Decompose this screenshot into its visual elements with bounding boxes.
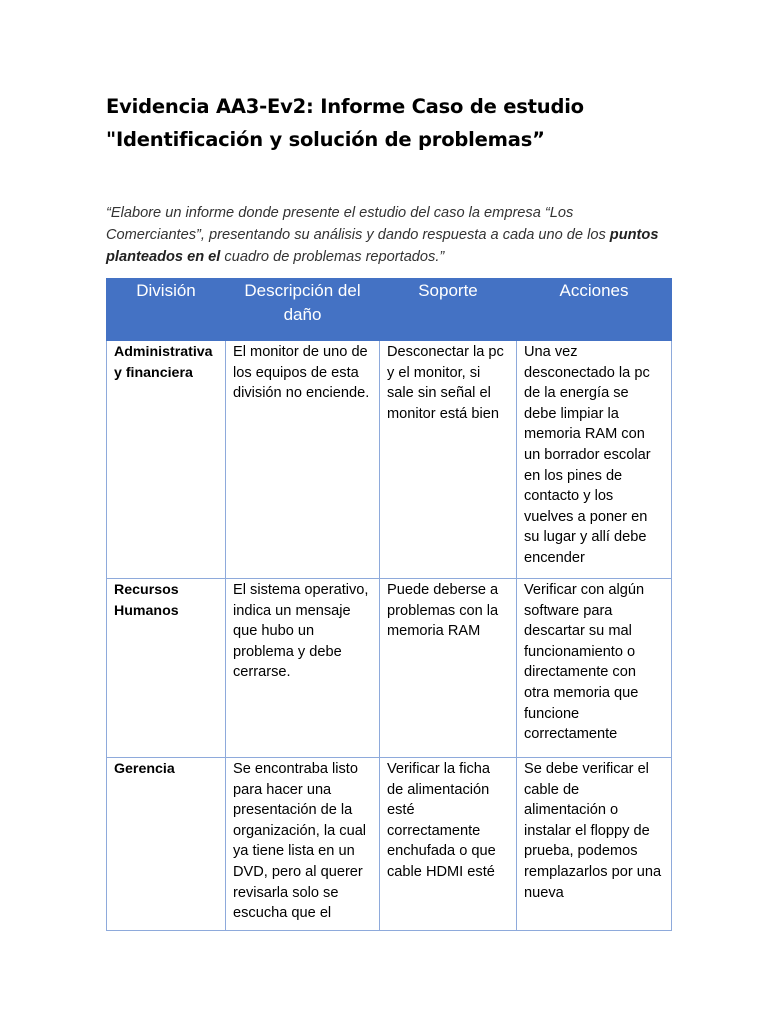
- header-descripcion: Descripción del daño: [226, 279, 380, 341]
- cell-soporte: Verificar la ficha de alimentación esté correctamente enchufada o que cable HDMI esté: [380, 758, 517, 931]
- intro-paragraph: [106, 202, 666, 268]
- table-row: [107, 758, 672, 931]
- intro-text-2: cuadro de problemas reportados.”: [220, 249, 445, 265]
- cell-descripcion: Se encontraba listo para hacer una presentación de la organización, la cual ya tiene lista en un DVD, pero al querer revisarla solo se escucha que el: [226, 758, 380, 931]
- cell-soporte: Desconectar la pc y el monitor, si sale sin señal el monitor está bien: [380, 341, 517, 579]
- cell-acciones: Se debe verificar el cable de alimentación o instalar el floppy de prueba, podemos remplazarlos por una nueva: [517, 758, 672, 931]
- document-title: [106, 90, 726, 156]
- title-line-2: "Identificación y solución de problemas”: [106, 128, 545, 151]
- cell-division: Gerencia: [107, 758, 226, 931]
- intro-text-1: “Elabore un informe donde presente el estudio del caso la empresa “Los Comerciantes”, presentando su análisis y dando respuesta a cada uno de los: [106, 205, 610, 243]
- header-division: División: [107, 279, 226, 341]
- problems-table: [106, 278, 672, 931]
- cell-acciones: Una vez desconectado la pc de la energía se debe limpiar la memoria RAM con un borrador escolar en los pines de contacto y los vuelves a poner en su lugar y allí debe encender: [517, 341, 672, 579]
- header-acciones: Acciones: [517, 279, 672, 341]
- cell-division: Administrativa y financiera: [107, 341, 226, 579]
- cell-descripcion: El monitor de uno de los equipos de esta división no enciende.: [226, 341, 380, 579]
- cell-soporte: Puede deberse a problemas con la memoria RAM: [380, 579, 517, 758]
- table-header-row: [107, 279, 672, 341]
- cell-descripcion: El sistema operativo, indica un mensaje que hubo un problema y debe cerrarse.: [226, 579, 380, 758]
- table-row: [107, 579, 672, 758]
- cell-division: Recursos Humanos: [107, 579, 226, 758]
- intro-bold-text: puntos planteados en el: [106, 227, 659, 265]
- title-line-1: Evidencia AA3-Ev2: Informe Caso de estudio: [106, 95, 584, 118]
- header-soporte: Soporte: [380, 279, 517, 341]
- table-row: [107, 341, 672, 579]
- cell-acciones: Verificar con algún software para descartar su mal funcionamiento o directamente con otra memoria que funcione correctamente: [517, 579, 672, 758]
